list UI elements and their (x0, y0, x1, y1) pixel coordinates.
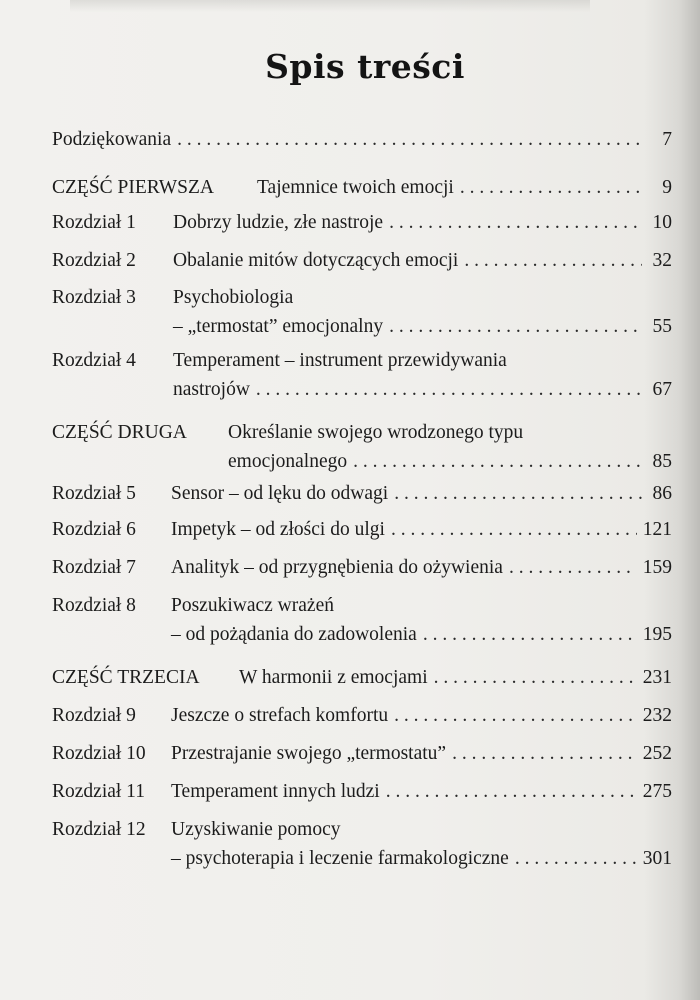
toc-page-number: 86 (652, 483, 672, 504)
toc-page-number: 252 (642, 743, 672, 764)
toc-entry-title: Przestrajanie swojego „termostatu” (171, 743, 447, 764)
toc-entry-label: CZĘŚĆ TRZECIA (52, 667, 200, 688)
toc-entry-label: Rozdział 7 (52, 557, 136, 578)
toc-entry-label: Rozdział 8 (52, 595, 136, 616)
dot-leader (460, 175, 642, 200)
toc-page-number: 55 (652, 316, 672, 337)
toc-page-number: 9 (662, 177, 672, 198)
toc-entry-title: Poszukiwacz wrażeń (171, 595, 334, 616)
toc-page-number: 159 (642, 557, 672, 578)
dot-leader (177, 127, 642, 152)
toc-entry-title: – „termostat” emocjonalny (173, 316, 384, 337)
toc-entry-label: Rozdział 6 (52, 519, 136, 540)
dot-leader (394, 703, 637, 728)
dot-leader (452, 741, 637, 766)
toc-entry-label: Rozdział 1 (52, 212, 136, 233)
toc-entry-title: Uzyskiwanie pomocy (171, 819, 341, 840)
toc-entry-label: CZĘŚĆ PIERWSZA (52, 177, 214, 198)
toc-entry-title: Obalanie mitów dotyczących emocji (173, 250, 459, 271)
dot-leader (391, 517, 637, 542)
toc-entry-title: Temperament innych ludzi (171, 781, 380, 802)
toc-entry-label: Rozdział 2 (52, 250, 136, 271)
toc-page-number: 121 (642, 519, 672, 540)
toc-page-number: 7 (662, 129, 672, 150)
dot-leader (353, 449, 642, 474)
toc-page-number: 85 (652, 451, 672, 472)
toc-entry-title: Podziękowania (52, 129, 172, 150)
toc-entry-title: Sensor – od lęku do odwagi (171, 483, 389, 504)
toc-page-number: 32 (652, 250, 672, 271)
toc-entry-title: Tajemnice twoich emocji (257, 177, 454, 198)
toc-entry-label: Rozdział 11 (52, 781, 145, 802)
toc-entry-title: Jeszcze o strefach komfortu (171, 705, 389, 726)
dot-leader (434, 665, 637, 690)
toc-entry-title: Impetyk – od złości do ulgi (171, 519, 385, 540)
toc-entry-label: Rozdział 10 (52, 743, 146, 764)
toc-page-number: 195 (642, 624, 672, 645)
dot-leader (389, 314, 642, 339)
toc-entry-title: Określanie swojego wrodzonego typu (228, 422, 524, 443)
toc-entry-label: Rozdział 4 (52, 350, 136, 371)
toc-entry-label: Rozdział 9 (52, 705, 136, 726)
toc-entry-title: – psychoterapia i leczenie farmakologiczne (171, 848, 509, 869)
toc-entry-title: Temperament – instrument przewidywania (173, 350, 507, 371)
toc-entry-label: Rozdział 3 (52, 287, 136, 308)
dot-leader (509, 555, 637, 580)
toc-page-number: 275 (642, 781, 672, 802)
toc-entry-title: Analityk – od przygnębienia do ożywienia (171, 557, 503, 578)
toc-entry-title: Dobrzy ludzie, złe nastroje (173, 212, 384, 233)
dot-leader (394, 481, 642, 506)
toc-page-number: 10 (652, 212, 672, 233)
page-title: Spis treści (265, 47, 465, 86)
dot-leader (515, 846, 637, 871)
toc-page-number: 231 (642, 667, 672, 688)
page-top-shadow (70, 0, 590, 12)
toc-page-number: 67 (652, 379, 672, 400)
toc-entry-label: CZĘŚĆ DRUGA (52, 422, 187, 443)
toc-entry-title: emocjonalnego (228, 451, 348, 472)
dot-leader (389, 210, 642, 235)
dot-leader (464, 248, 642, 273)
toc-page-number: 232 (642, 705, 672, 726)
toc-page-number: 301 (642, 848, 672, 869)
toc-entry-label: Rozdział 12 (52, 819, 146, 840)
dot-leader (386, 779, 637, 804)
toc-entry-label: Rozdział 5 (52, 483, 136, 504)
toc-entry-title: nastrojów (173, 379, 250, 400)
toc-entry-title: – od pożądania do zadowolenia (171, 624, 417, 645)
dot-leader (423, 622, 637, 647)
toc-entry-title: W harmonii z emocjami (239, 667, 428, 688)
toc-entry-title: Psychobiologia (173, 287, 294, 308)
dot-leader (256, 377, 642, 402)
